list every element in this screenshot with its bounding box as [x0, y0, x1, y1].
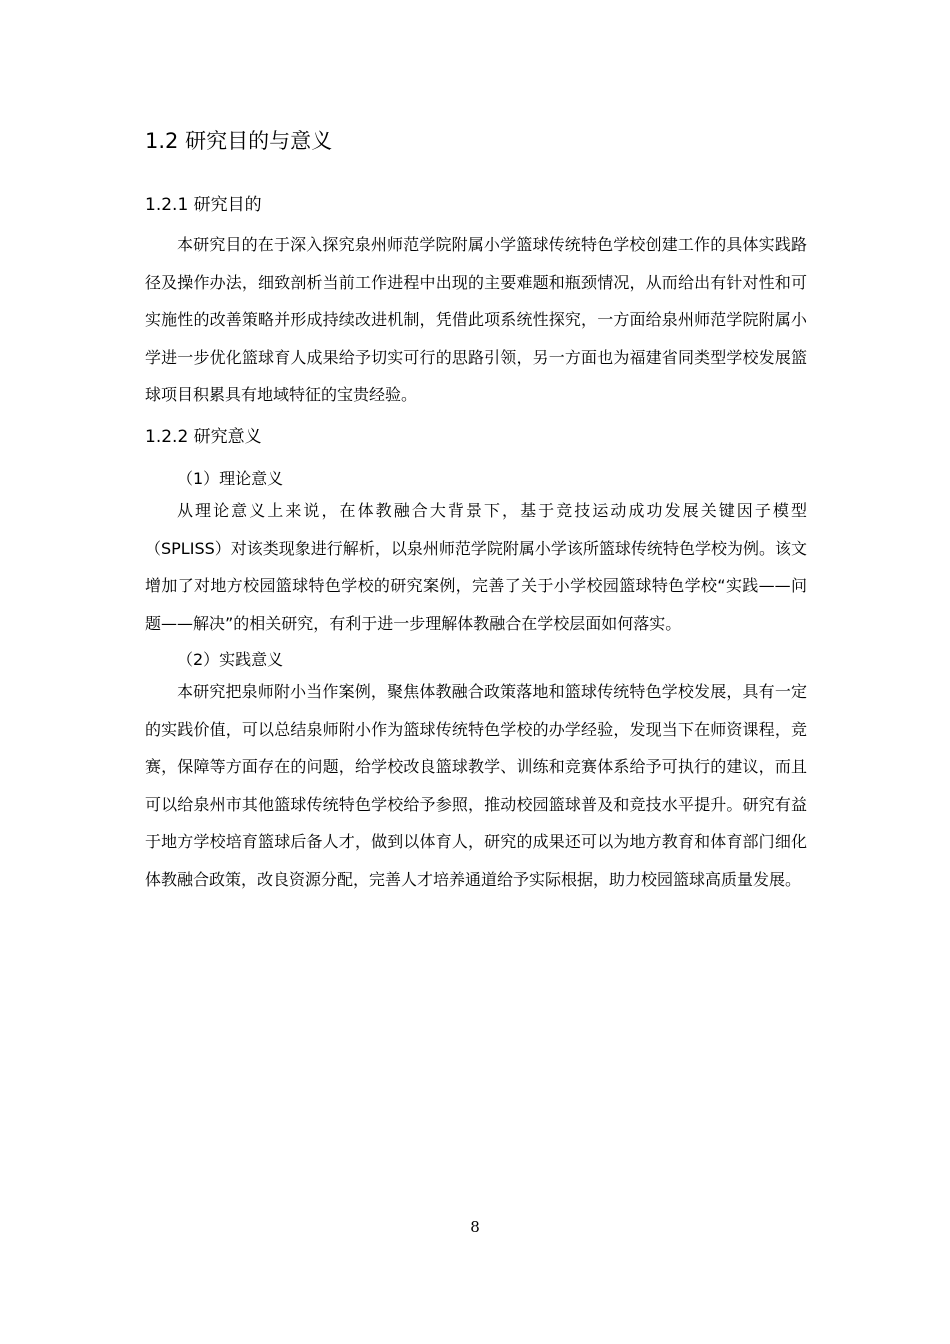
theory-label: （1）理论意义 — [177, 469, 284, 488]
practice-paragraph: 本研究把泉师附小当作案例，聚焦体教融合政策落地和篮球传统特色学校发展，具有一定的实践价值，可以总结泉师附小作为篮球传统特色学校的办学经验，发现当下在师资课程，竞赛，保障等方面存在的问题，给学校改良篮球教学、训练和竞赛体系给予可执行的建议，而且可以给泉州市其他篮球传统特色学校给予参照，推动校园篮球普及和竞技水平提升。研究有益于地方学校培育篮球后备人才，做到以体育人，研究的成果还可以为地方教育和体育部门细化体教融合政策，改良资源分配，完善人才培养通道给予实际根据，助力校园篮球高质量发展。 — [145, 682, 807, 889]
significance-heading: 1.2.2 研究意义 — [145, 427, 262, 447]
practice-label: （2）实践意义 — [177, 650, 284, 669]
purpose-heading: 1.2.1 研究目的 — [145, 195, 262, 215]
section-title: 1.2 研究目的与意义 — [145, 129, 333, 153]
purpose-paragraph: 本研究目的在于深入探究泉州师范学院附属小学篮球传统特色学校创建工作的具体实践路径及操作办法，细致剖析当前工作进程中出现的主要难题和瓶颈情况，从而给出有针对性和可实施性的改善策略并形成持续改进机制，凭借此项系统性探究，一方面给泉州师范学院附属小学进一步优化篮球育人成果给予切实可行的思路引领，另一方面也为福建省同类型学校发展篮球项目积累具有地域特征的宝贵经验。 — [145, 235, 807, 404]
page-number: 8 — [470, 1218, 480, 1236]
theory-paragraph: 从理论意义上来说，在体教融合大背景下，基于竞技运动成功发展关键因子模型（SPLISS）对该类现象进行解析，以泉州师范学院附属小学该所篮球传统特色学校为例。该文增加了对地方校园篮球特色学校的研究案例，完善了关于小学校园篮球特色学校“实践——问题——解决”的相关研究，有利于进一步理解体教融合在学校层面如何落实。 — [145, 501, 807, 633]
